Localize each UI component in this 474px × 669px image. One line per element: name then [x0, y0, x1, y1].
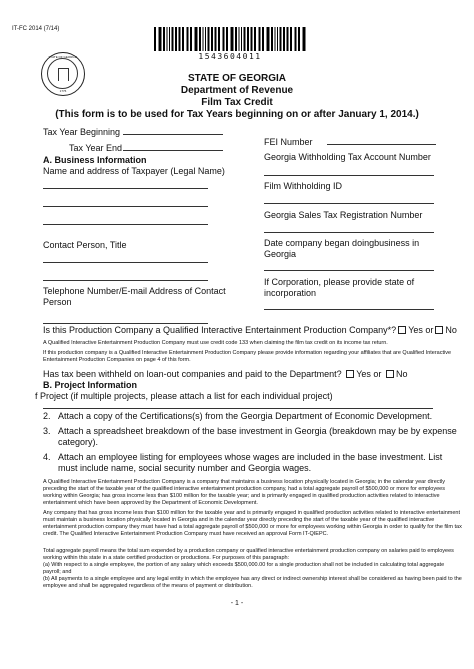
film-withholding-label: Film Withholding ID [264, 181, 343, 191]
barcode-bar [247, 27, 249, 51]
barcode-bar [159, 27, 162, 51]
phone-email-label: Telephone Number/E-mail Address of Contact Person [43, 286, 226, 307]
date-began-label: Date company began doingbusiness in Georgia [264, 238, 420, 259]
barcode-number: 1543604011 [198, 52, 262, 61]
taxpayer-name-line-1[interactable] [43, 188, 208, 189]
tax-year-begin-label: Tax Year Beginning [43, 127, 121, 137]
barcode-bar [167, 27, 168, 51]
project-label: f Project (if multiple projects, please attach a list for each individual project) [35, 391, 333, 401]
tax-year-end-label: Tax Year End [69, 143, 123, 153]
definition-paragraph-3b: (b) All payments to a single employee and any legal entity in which the employee has any direct or indirect ownership interest shall be considered as having been paid to the employee and shall be aggregated regardless of the means of payment or distribution. [43, 576, 462, 589]
section-a-title: A. Business Information [43, 155, 147, 165]
barcode-bar [275, 27, 276, 51]
barcode-bar [251, 27, 253, 51]
barcode-bar [179, 27, 181, 51]
withheld-yes-label: Yes [356, 369, 371, 379]
barcode-bar [154, 27, 156, 51]
item-4-text: Attach an employee listing for employees whose wages are included in the base investment. List must include name, social security number and Georgia wages. [58, 452, 443, 473]
barcode-bar [187, 27, 189, 51]
barcode-bar [226, 27, 228, 51]
barcode-bar [239, 27, 240, 51]
date-began-field[interactable] [264, 270, 434, 271]
barcode-bar [169, 27, 170, 51]
tax-year-begin-field[interactable] [123, 134, 223, 135]
barcode-bar [303, 27, 306, 51]
barcode-bar [277, 27, 278, 51]
withheld-or-label: or [373, 369, 382, 379]
barcode-bar [298, 27, 300, 51]
qualified-yes-checkbox[interactable] [398, 326, 406, 334]
withholding-account-label: Georgia Withholding Tax Account Number [264, 152, 431, 162]
barcode-bar [244, 27, 246, 51]
barcode-bar [290, 27, 292, 51]
sales-tax-field[interactable] [264, 232, 434, 233]
seal-bottom-text: 1776 [59, 89, 67, 93]
incorporation-label: If Corporation, please provide state of incorporation [264, 277, 415, 298]
withheld-no-label: No [395, 369, 408, 379]
barcode-bar [254, 27, 256, 51]
tax-year-end-field[interactable] [123, 150, 223, 151]
barcode-bar [271, 27, 273, 51]
header-state: STATE OF GEORGIA [188, 73, 286, 84]
qualified-note-2: If this production company is a Qualified Interactive Entertainment Production Company please provide information regarding your affiliates that are Qualified Interactive Entertainment Production Companies on page 4 of this form. [43, 350, 452, 363]
contact-person-label: Contact Person, Title [43, 240, 127, 250]
barcode-bar [287, 27, 289, 51]
qualified-no-label: No [445, 325, 457, 335]
header-department: Department of Revenue [180, 85, 294, 96]
barcode-bar [182, 27, 184, 51]
barcode-bar [280, 27, 282, 51]
fei-number-label: FEI Number [264, 137, 313, 147]
item-2-text: Attach a copy of the Certifications(s) from the Georgia Department of Economic Development. [58, 411, 433, 421]
contact-person-line-1[interactable] [43, 262, 208, 263]
barcode-bar [215, 27, 217, 51]
qualified-note-1: A Qualified Interactive Entertainment Production Company must use credit code 133 when claiming the film tax credit on its income tax return. [43, 340, 388, 346]
header-form-title: Film Tax Credit [201, 97, 273, 108]
withholding-account-field[interactable] [264, 175, 434, 176]
withheld-question-row [43, 369, 463, 380]
item-2-num: 2. [43, 411, 51, 421]
header-subtitle: (This form is to be used for Tax Years beginning on or after January 1, 2014.) [55, 109, 419, 120]
barcode-bar [199, 27, 201, 51]
barcode-bar [223, 27, 225, 51]
page-number: - 1 - [230, 600, 244, 607]
form-id: IT-FC 2014 (7/14) [12, 26, 60, 32]
barcode-bar [218, 27, 220, 51]
qualified-question-row [43, 325, 463, 336]
barcode-bar [235, 27, 237, 51]
barcode-bar [205, 27, 206, 51]
barcode-bar [195, 27, 198, 51]
barcode-bar [231, 27, 234, 51]
barcode-bar [262, 27, 264, 51]
definition-paragraph-3a: (a) With respect to a single employee, the portion of any salary which exceeds $500,000.00 for a single production shall not be included in calculating total aggregate payroll; and [43, 562, 445, 575]
barcode-bar [208, 27, 210, 51]
phone-email-line[interactable] [43, 323, 208, 324]
barcode-bar [241, 27, 242, 51]
section-b-title: B. Project Information [43, 380, 138, 390]
project-line[interactable] [43, 408, 433, 409]
barcode-bar [172, 27, 174, 51]
qualified-question: Is this Production Company a Qualified Interactive Entertainment Production Company*? [43, 325, 397, 335]
contact-person-line-2[interactable] [43, 280, 208, 281]
qualified-yes-label: Yes or [408, 325, 434, 335]
seal-top-text: STATE OF GEORGIA [48, 55, 78, 59]
barcode-bar [283, 27, 285, 51]
barcode [154, 27, 306, 51]
barcode-bar [211, 27, 213, 51]
item-3-num: 3. [43, 426, 51, 436]
item-4-num: 4. [43, 452, 51, 462]
barcode-bar [259, 27, 261, 51]
withheld-question: Has tax been withheld on loan-out companies and paid to the Department? [43, 369, 342, 379]
incorporation-field[interactable] [264, 309, 434, 310]
withheld-yes-checkbox[interactable] [346, 370, 354, 378]
barcode-bar [175, 27, 177, 51]
barcode-bar [163, 27, 165, 51]
sales-tax-label: Georgia Sales Tax Registration Number [264, 210, 423, 220]
withheld-no-checkbox[interactable] [386, 370, 394, 378]
barcode-bar [267, 27, 270, 51]
barcode-bar [295, 27, 297, 51]
taxpayer-name-label: Name and address of Taxpayer (Legal Name) [43, 166, 225, 176]
taxpayer-name-line-3[interactable] [43, 224, 208, 225]
taxpayer-name-line-2[interactable] [43, 206, 208, 207]
qualified-no-checkbox[interactable] [435, 326, 443, 334]
item-3-text: Attach a spreadsheet breakdown of the base investment in Georgia (breakdown may be by expense category). [58, 426, 457, 447]
definition-paragraph-1: A Qualified Interactive Entertainment Production Company is a company that maintains a business location physically located in Georgia; in the calendar year directly preceding the start of the taxable year of the qualified interactive entertainment production company, had a total aggregate payroll of $500,000 or more for employees working within Georgia; has gross income less than $100 million for the taxable year; and is primarily engaged in qualified production activities related to interactive entertainment which have been approved by the Department of Economic Development. [43, 479, 446, 506]
definition-paragraph-2: Any company that has gross income less than $100 million for the taxable year and is primarily engaged in qualified production activities related to interactive entertainment must maintain a business location physically located in Georgia and in the calendar year directly preceding the start of the taxable year of the qualified interactive entertainment production company they must have had a total aggregate payroll of $500,000 or more for employees working within Georgia in order to qualify for the film tax credit. The Qualified Interactive Entertainment Production Company must have received an approval Form IT-QIEPC. [43, 510, 462, 537]
fei-number-field[interactable] [327, 144, 436, 145]
definition-paragraph-3: Total aggregate payroll means the total sum expended by a production company or qualified interactive entertainment production company on salaries paid to employees working within this state in a state certified production or productions. For purposes of this paragraph: [43, 548, 454, 561]
barcode-bar [190, 27, 192, 51]
barcode-bar [203, 27, 204, 51]
film-withholding-field[interactable] [264, 203, 434, 204]
